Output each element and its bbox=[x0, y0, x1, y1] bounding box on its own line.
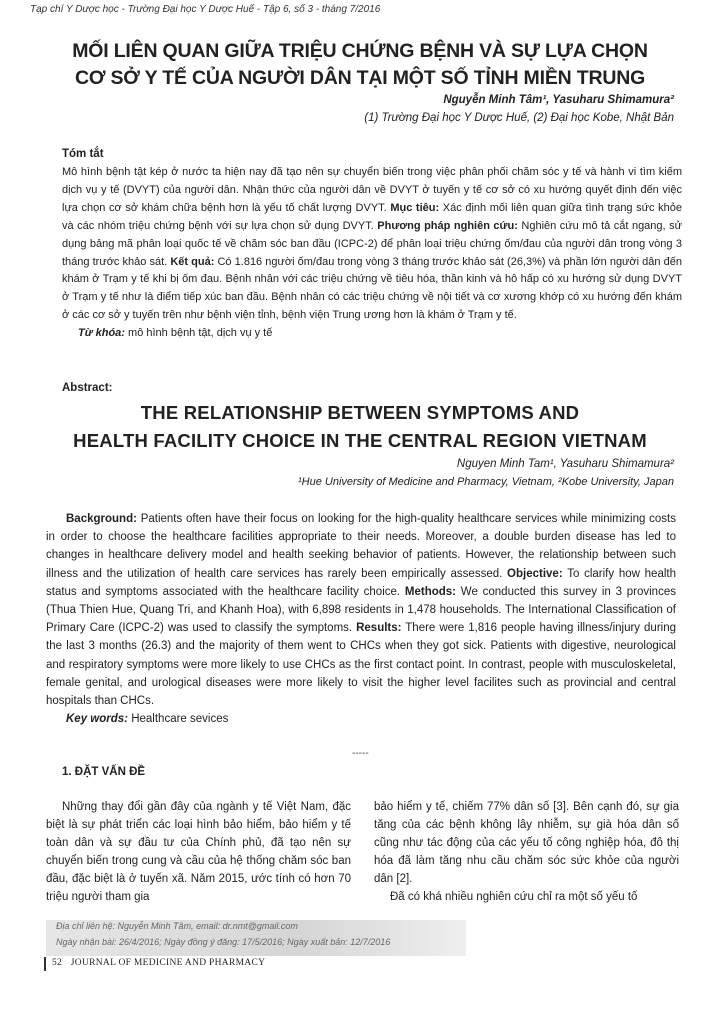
intro-heading: 1. ĐẶT VẤN ĐỀ bbox=[62, 766, 146, 778]
en-abstract-label: Abstract: bbox=[62, 382, 113, 394]
vn-title-line2: CƠ SỞ Y TẾ CỦA NGƯỜI DÂN TẠI MỘT SỐ TỈNH MIỀN TRUNG bbox=[74, 67, 646, 89]
vn-title-line1: MỐI LIÊN QUAN GIỮA TRIỆU CHỨNG BỆNH VÀ SỰ LỰA CHỌN bbox=[72, 40, 648, 62]
en-results-text: There were 1,816 people having illness/injury during the last 3 months (26.3) and the majority of them went to CHCs when they got sick. Patients with digestive, neurological and respiratory symptoms were more likely to use CHCs as the first contact point. In contrast, people with musculoskeletal, female genital, and urological diseases were more likely to visit the higher level facilites such as provincial and central hospitals than CHCs. bbox=[46, 622, 677, 708]
en-keywords-text: Healthcare sevices bbox=[131, 713, 229, 726]
vn-methods-text: Nghiên cứu mô tả cắt ngang, sử dụng bảng mã phân loại quốc tế về chăm sóc ban đầu (ICPC-2) để phân loại triệu chứng ốm/đau của người dân trong vòng 3 tháng trước khảo sát. bbox=[62, 219, 682, 268]
intro-right-paragraph2: Đã có khá nhiều nghiên cứu chỉ ra một số yếu tố bbox=[390, 891, 638, 904]
en-results-label: Results: bbox=[356, 622, 402, 635]
en-title-line2: HEALTH FACILITY CHOICE IN THE CENTRAL REGION VIETNAM bbox=[73, 430, 647, 451]
running-head: Tạp chí Y Dược học - Trường Đại học Y Dược Huế - Tập 6, số 3 - tháng 7/2016 bbox=[30, 4, 381, 15]
en-affiliation: ¹Hue University of Medicine and Pharmacy, Vietnam, ²Kobe University, Japan bbox=[298, 476, 674, 488]
en-methods-label: Methods: bbox=[404, 585, 456, 598]
vn-summary-label: Tóm tắt bbox=[62, 148, 104, 160]
intro-left-paragraph: Những thay đổi gần đây của ngành y tế Việt Nam, đặc biệt là sự phát triển các loại hình bảo hiểm, bảo hiểm y tế toàn dân và sự đầu tư của Chính phủ, đã tạo nên sự chuyển biến trong cung và cầu của hệ thống chăm sóc ban đầu, đặc biệt là ở tuyến xã. Năm 2015, ước tính có hơn 70 triệu người tham gia bbox=[46, 801, 351, 904]
vn-results-text: Có 1.816 người ốm/đau trong vòng 3 tháng trước khảo sát (26,3%) và phần lớn người dân đến khám ở Trạm y tế khi bị ốm đau. Bệnh nhân với các triệu chứng về tiêu hóa, thần kinh và hô hấp có xu hướng sử dụng DVYT ở Trạm y tế như là điểm tiếp xúc ban đầu. Bệnh nhân có các triệu chứng về nội tiết và cơ xương khớp có xu hướng đến khám ở các cơ sở y tuyến trên như bệnh viện tỉnh, bệnh viện Trung ương hơn là khám ở Trạm y tế. bbox=[62, 255, 682, 322]
en-background-label: Background: bbox=[66, 513, 137, 525]
journal-name: JOURNAL OF MEDICINE AND PHARMACY bbox=[70, 958, 266, 968]
en-authors: Nguyen Minh Tam¹, Yasuharu Shimamura² bbox=[456, 458, 674, 470]
en-background-text: Patients often have their focus on looking for the high-quality healthcare services while minimizing costs in order to choose the healthcare facilities appropriate to their needs. Moreover, a double burden disease has led to changes in healthcare delivery model and health seeking behavior of patients. However, the relationship between such illness and the utilization of health care services has rarely been empirically assessed. bbox=[46, 513, 676, 580]
footnote-box bbox=[46, 918, 466, 958]
en-objective-label: Objective: bbox=[507, 567, 563, 580]
footer-rule bbox=[44, 957, 46, 971]
vn-affiliation: (1) Trường Đại học Y Dược Huế, (2) Đại học Kobe, Nhật Bản bbox=[364, 112, 674, 124]
vn-keywords-label: Từ khóa: bbox=[78, 327, 125, 340]
vn-methods-label: Phương pháp nghiên cứu: bbox=[377, 219, 518, 232]
vn-objective-text: Xác định mối liên quan giữa tình trạng sức khỏe và các nhóm triệu chứng bệnh với sự lựa chọn sử dụng DVYT. bbox=[62, 201, 682, 232]
footnote-contact: Địa chỉ liên hệ: Nguyễn Minh Tâm, email: dr.nmt@gmail.com bbox=[56, 921, 298, 931]
intro-left-column bbox=[46, 798, 351, 907]
vn-authors: Nguyễn Minh Tâm¹, Yasuharu Shimamura² bbox=[443, 94, 674, 106]
en-abstract bbox=[46, 510, 676, 728]
page-footer bbox=[52, 958, 265, 968]
en-methods-text: We conducted this survey in 3 provinces (Thua Thien Hue, Quang Tri, and Khanh Hoa), with 6,898 residents in 1,478 households. The International Classification of Primary Care (ICPC-2) was used to classify the symptoms. bbox=[46, 585, 676, 635]
intro-right-paragraph1: bảo hiểm y tế, chiếm 77% dân số [3]. Bên cạnh đó, sự gia tăng của các bệnh không lây nhiễm, sự già hóa dân số cũng như tác động của các yếu tố công nghiệp hóa, đô thị hóa đã làm tăng nhu cầu chăm sóc sức khỏe của người dân [2]. bbox=[374, 801, 679, 886]
en-title-line1: THE RELATIONSHIP BETWEEN SYMPTOMS AND bbox=[140, 402, 580, 423]
vn-summary-p1: Mô hình bệnh tật kép ở nước ta hiện nay đã tạo nên sự chuyển biến trong việc phân phối chăm sóc y tế và hành vi tìm kiếm dịch vụ y tế (DVYT) của người dân. Nhận thức của người dân về DVYT ở tuyến y tế cơ sở có xu hướng quyết định đến việc lựa chọn cơ sở khám chữa bệnh hơn là yếu tố chất lượng DVYT. bbox=[62, 166, 682, 214]
vn-keywords-text: mô hình bệnh tật, dịch vụ y tế bbox=[128, 327, 273, 340]
vn-results-label: Kết quả: bbox=[170, 255, 215, 268]
page-number: 52 bbox=[52, 958, 63, 968]
en-objective-text: To clarify how health status and symptoms associated with the healthcare facility choice. bbox=[46, 567, 676, 598]
vn-summary bbox=[62, 164, 682, 343]
vn-objective-label: Mục tiêu: bbox=[390, 201, 440, 214]
en-keywords-label: Key words: bbox=[66, 713, 128, 726]
intro-right-column bbox=[374, 798, 679, 907]
section-separator: ----- bbox=[352, 748, 369, 759]
footnote-dates: Ngày nhận bài: 26/4/2016; Ngày đồng ý đăng: 17/5/2016; Ngày xuất bản: 12/7/2016 bbox=[56, 937, 391, 947]
